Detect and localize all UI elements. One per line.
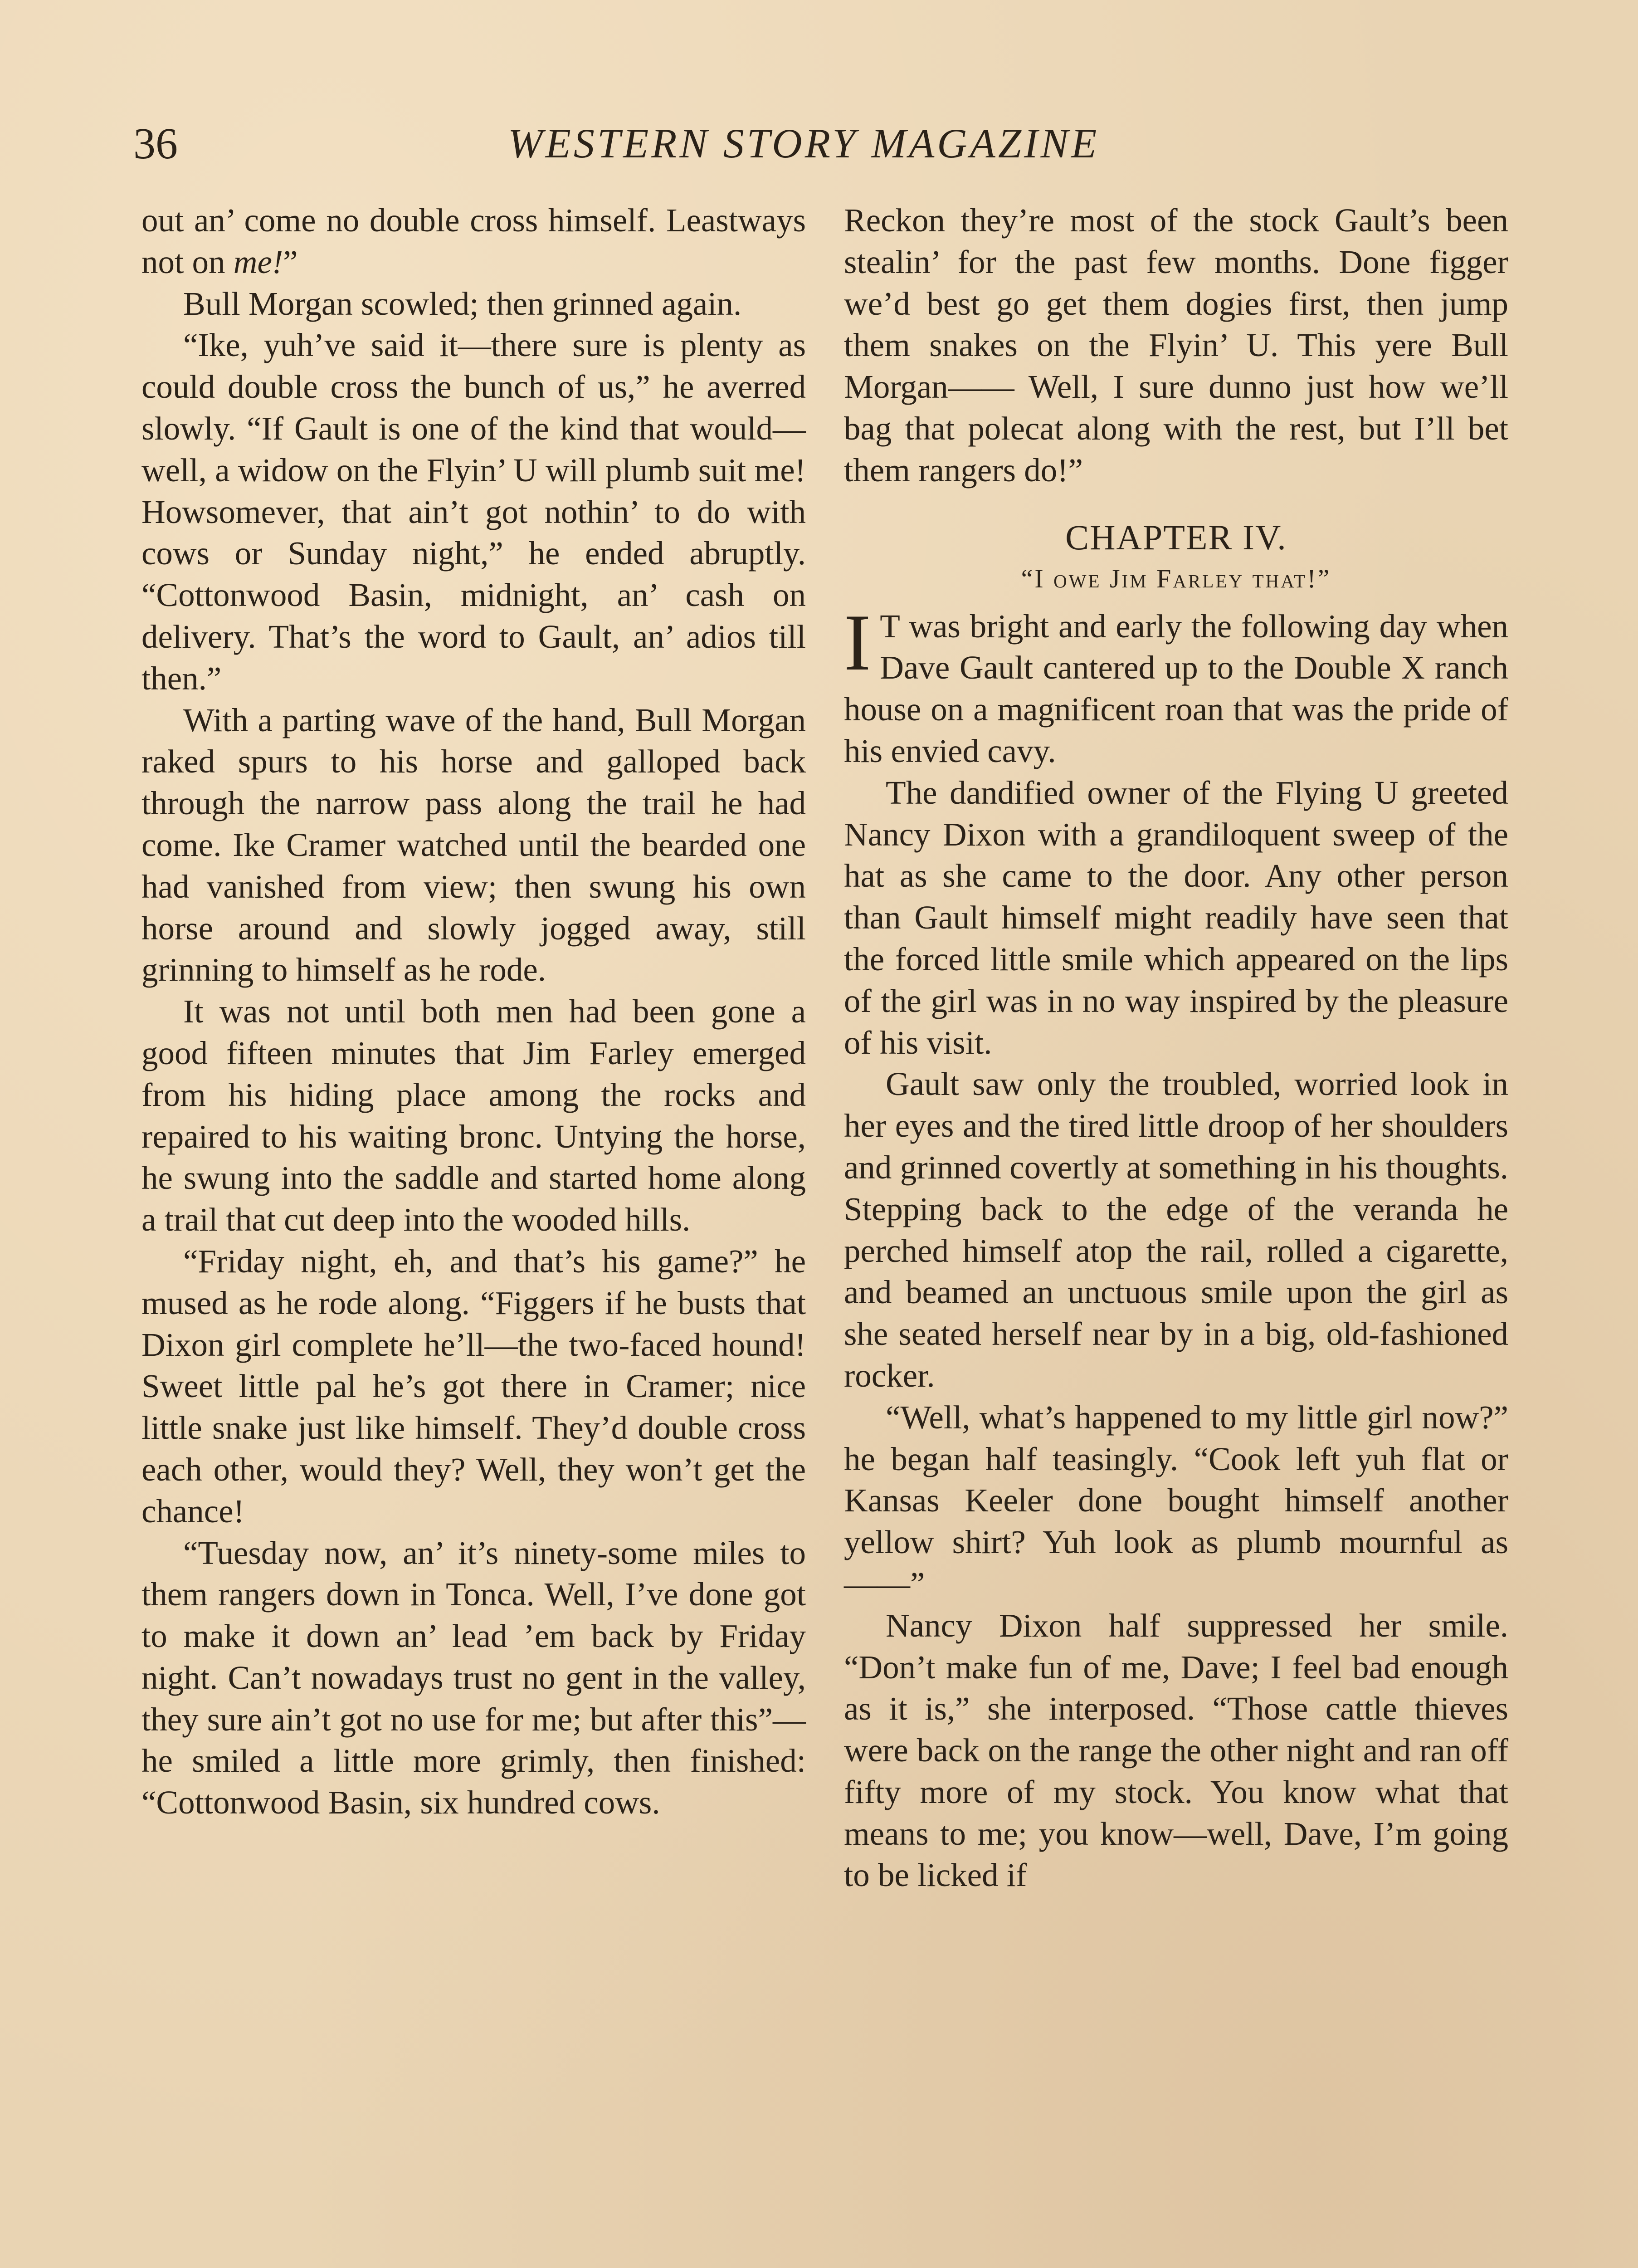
paragraph: With a parting wave of the hand, Bull Morgan raked spurs to his horse and galloped back through the narrow pass along the trail he had come. Ike Cramer watched until the bearded one had vanished from view; then swung his own horse around and slowly jogged away, still grinning to himself as he rode.	[141, 701, 806, 988]
chapter-heading: CHAPTER IV.	[1065, 517, 1287, 557]
emphasis-text: me!	[233, 243, 283, 280]
left-column	[141, 200, 806, 1823]
paragraph: Bull Morgan scowled; then grinned again.	[183, 285, 742, 322]
running-head: WESTERN STORY MAGAZINE	[508, 120, 1100, 166]
page-number: 36	[133, 119, 178, 168]
paragraph: “Tuesday now, an’ it’s ninety-some miles to them rangers down in Tonca. Well, I’ve done got to make it down an’ lead ’em back by Friday night. Can’t nowadays trust no gent in the valley, they sure ain’t got no use for me; but after this”—he smiled a little more grimly, then finished: “Cottonwood Basin, six hundred cows.	[141, 1534, 806, 1821]
right-column	[844, 200, 1508, 1896]
paragraph: Reckon they’re most of the stock Gault’s been stealin’ for the past few months. Done figger we’d best go get them dogies first, then jump them snakes on the Flyin’ U. This yere Bull Morgan—— Well, I sure dunno just how we’ll bag that polecat along with the rest, but I’ll bet them rangers do!”	[844, 202, 1508, 489]
paragraph: “Ike, yuh’ve said it—there sure is plenty as could double cross the bunch of us,” he averred slowly. “If Gault is one of the kind that would—well, a widow on the Flyin’ U will plumb suit me! Howsomever, that ain’t got nothin’ to do with cows or Sunday night,” he ended abruptly. “Cottonwood Basin, midnight, an’ cash on delivery. That’s the word to Gault, an’ adios till then.”	[141, 327, 806, 697]
closing-quote: ”	[283, 243, 298, 280]
paragraph	[141, 200, 806, 283]
drop-cap: I	[844, 597, 871, 687]
paragraph: Nancy Dixon half suppressed her smile. “Don’t make fun of me, Dave; I feel bad enough as it is,” she interposed. “Those cattle thieves were back on the range the other night and ran off fifty more of my stock. You know what that means to me; you know—well, Dave, I’m going to be licked if	[844, 1607, 1508, 1894]
paragraph-text: out an’ come no double cross himself. Leastways not on	[141, 202, 806, 280]
paragraph: Gault saw only the troubled, worried look in her eyes and the tired little droop of her shoulders and grinned covertly at something in his thoughts. Stepping back to the edge of the veranda he perched himself atop the rail, rolled a cigarette, and beamed an unctuous smile upon the girl as she seated herself near by in a big, old-fashioned rocker.	[844, 1066, 1508, 1394]
paragraph: The dandified owner of the Flying U greeted Nancy Dixon with a grandiloquent sweep of the hat as she came to the door. Any other person than Gault himself might readily have seen that the forced little smile which appeared on the lips of the girl was in no way inspired by the pleasure of his visit.	[844, 774, 1508, 1061]
paragraph-text: T was bright and early the following day when Dave Gault cantered up to the Double X ranch house on a magnificent roan that was the pride of his envied cavy.	[844, 607, 1508, 769]
chapter-subtitle: “I owe Jim Farley that!”	[1021, 563, 1331, 593]
paragraph: “Friday night, eh, and that’s his game?” he mused as he rode along. “Figgers if he busts that Dixon girl complete he’ll—the two-faced hound! Sweet little pal he’s got there in Cramer; nice little snake just like himself. They’d double cross each other, would they? Well, they won’t get the chance!	[141, 1242, 806, 1530]
paragraph: “Well, what’s happened to my little girl now?” he began half teasingly. “Cook left yuh flat or Kansas Keeler done bought himself another yellow shirt? Yuh look as plumb mournful as——”	[844, 1398, 1508, 1602]
paragraph	[844, 597, 1508, 772]
paragraph: It was not until both men had been gone a good fifteen minutes that Jim Farley emerged from his hiding place among the rocks and repaired to his waiting bronc. Untying the horse, he swung into the saddle and started home along a trail that cut deep into the wooded hills.	[141, 993, 806, 1238]
